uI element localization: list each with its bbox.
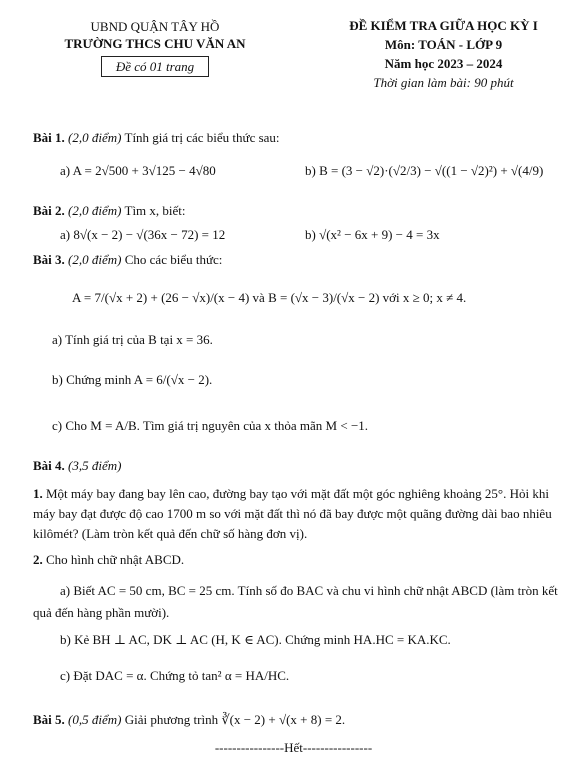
bai3-definition: A = 7/(√x + 2) + (26 − √x)/(x − 4) và B = (√x − 3)/(√x − 2) với x ≥ 0; x ≠ 4. xyxy=(72,290,467,305)
school-year: Năm học 2023 – 2024 xyxy=(384,56,503,71)
bai4-label: Bài 4. xyxy=(33,458,65,473)
bai5-points: (0,5 điểm) xyxy=(68,712,122,727)
school-name: TRƯỜNG THCS CHU VĂN AN xyxy=(64,36,246,51)
bai4-part2-a: a) Biết AC = 50 cm, BC = 25 cm. Tính số đo BAC và chu vi hình chữ nhật ABCD (làm tròn kết quả đến hàng phần mười). xyxy=(33,583,558,620)
bai2-heading xyxy=(33,203,569,219)
bai3-a: a) Tính giá trị của B tại x = 36. xyxy=(52,332,213,347)
bai2-b: b) √(x² − 6x + 9) − 4 = 3x xyxy=(305,227,440,242)
bai3-c: c) Cho M = A/B. Tìm giá trị nguyên của x thỏa mãn M < −1. xyxy=(52,418,369,433)
exam-title: ĐỀ KIỂM TRA GIỮA HỌC KỲ I xyxy=(349,18,538,33)
bai2-points: (2,0 điểm) xyxy=(68,203,122,218)
bai4-points: (3,5 điểm) xyxy=(68,458,122,473)
bai3-points: (2,0 điểm) xyxy=(68,252,122,267)
bai4-part2-number: 2. xyxy=(33,552,43,567)
bai4-part2-text: Cho hình chữ nhật ABCD. xyxy=(46,552,185,567)
org-name: UBND QUẬN TÂY HỒ xyxy=(90,19,220,34)
bai2-label: Bài 2. xyxy=(33,203,65,218)
bai4-part1-text: Một máy bay đang bay lên cao, đường bay tạo với mặt đất một góc nghiêng khoảng 25°. Hỏi khi máy bay đạt được độ cao 1700 m so với mặt đất thì nó đã bay được một quãng đường dài bao nhiêu kilômét? (Làm tròn kết quả đến chữ số hàng đơn vị). xyxy=(33,486,552,541)
bai3-label: Bài 3. xyxy=(33,252,65,267)
bai4-heading xyxy=(33,458,569,474)
time-limit: Thời gian làm bài: 90 phút xyxy=(373,75,514,90)
bai2-prompt: Tìm x, biết: xyxy=(124,203,186,218)
bai1-b: b) B = (3 − √2)·(√2/3) − √((1 − √2)²) + √(4/9) xyxy=(305,163,544,178)
header-right xyxy=(300,16,587,92)
bai4-part1-number: 1. xyxy=(33,486,43,501)
subject: Môn: TOÁN - LỚP 9 xyxy=(384,37,503,52)
bai4-part2-b: b) Kẻ BH ⊥ AC, DK ⊥ AC (H, K ∈ AC). Chứng minh HA.HC = KA.KC. xyxy=(60,632,451,647)
bai1-heading xyxy=(33,130,569,146)
bai4-part1 xyxy=(33,484,569,544)
bai5-heading xyxy=(33,712,569,728)
bai1-points: (2,0 điểm) xyxy=(68,130,122,145)
bai2-a: a) 8√(x − 2) − √(36x − 72) = 12 xyxy=(60,227,226,242)
bai4-part2 xyxy=(33,552,569,568)
bai5-prompt: Giải phương trình ∛(x − 2) + √(x + 8) = 2. xyxy=(124,712,346,727)
pages-note: Đề có 01 trang xyxy=(101,56,209,77)
header-left xyxy=(40,18,270,77)
bai1-a: a) A = 2√500 + 3√125 − 4√80 xyxy=(60,163,216,178)
bai3-prompt: Cho các biểu thức: xyxy=(124,252,223,267)
bai3-b: b) Chứng minh A = 6/(√x − 2). xyxy=(52,372,213,387)
bai1-label: Bài 1. xyxy=(33,130,65,145)
bai5-label: Bài 5. xyxy=(33,712,65,727)
bai1-prompt: Tính giá trị các biểu thức sau: xyxy=(124,130,280,145)
end-marker: ----------------Hết---------------- xyxy=(214,740,373,755)
bai3-heading xyxy=(33,252,569,268)
bai4-part2-c: c) Đặt DAC = α. Chứng tỏ tan² α = HA/HC. xyxy=(60,668,290,683)
